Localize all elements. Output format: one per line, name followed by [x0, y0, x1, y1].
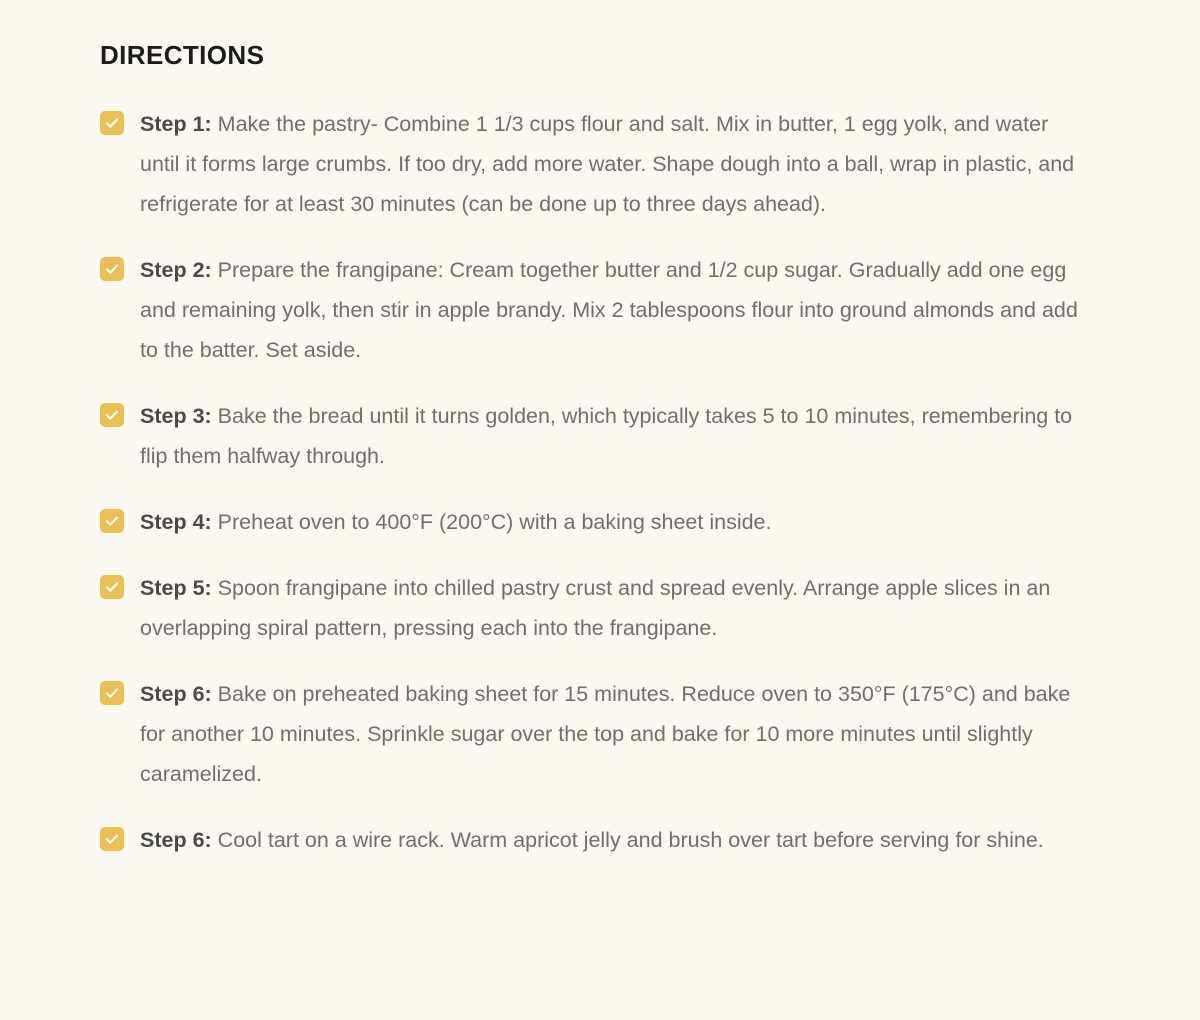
step-label: Step 4:: [140, 509, 212, 534]
directions-step-list: [100, 105, 1100, 861]
step-label: Step 2:: [140, 257, 212, 282]
list-item: [100, 503, 1100, 543]
step-description: Bake the bread until it turns golden, which typically takes 5 to 10 minutes, remembering to flip them halfway through.: [140, 403, 1073, 468]
check-icon: [105, 408, 119, 422]
step-checkbox[interactable]: [100, 403, 124, 427]
step-checkbox[interactable]: [100, 827, 124, 851]
step-checkbox[interactable]: [100, 509, 124, 533]
step-checkbox[interactable]: [100, 111, 124, 135]
step-label: Step 3:: [140, 403, 212, 428]
list-item: [100, 105, 1100, 225]
step-description: Bake on preheated baking sheet for 15 minutes. Reduce oven to 350°F (175°C) and bake for another 10 minutes. Sprinkle sugar over the top and bake for 10 more minutes until slightly caramelized.: [140, 681, 1071, 786]
step-text: [140, 821, 1044, 861]
step-text: [140, 503, 772, 543]
list-item: [100, 397, 1100, 477]
list-item: [100, 569, 1100, 649]
check-icon: [105, 262, 119, 276]
step-description: Preheat oven to 400°F (200°C) with a baking sheet inside.: [211, 509, 772, 534]
list-item: [100, 675, 1100, 795]
step-description: Cool tart on a wire rack. Warm apricot jelly and brush over tart before serving for shine.: [211, 827, 1044, 852]
step-text: [140, 675, 1090, 795]
step-text: [140, 569, 1090, 649]
step-description: Prepare the frangipane: Cream together butter and 1/2 cup sugar. Gradually add one egg and remaining yolk, then stir in apple brandy. Mix 2 tablespoons flour into ground almonds and add to the batter. Set aside.: [140, 257, 1078, 362]
step-text: [140, 397, 1090, 477]
check-icon: [105, 686, 119, 700]
step-description: Make the pastry- Combine 1 1/3 cups flour and salt. Mix in butter, 1 egg yolk, and water until it forms large crumbs. If too dry, add more water. Shape dough into a ball, wrap in plastic, and refrigerate for at least 30 minutes (can be done up to three days ahead).: [140, 112, 1075, 216]
check-icon: [105, 832, 119, 846]
check-icon: [105, 580, 119, 594]
list-item: [100, 251, 1100, 371]
check-icon: [105, 116, 119, 130]
step-text: [140, 251, 1090, 371]
step-label: Step 5:: [140, 575, 212, 600]
step-text: [140, 105, 1090, 225]
list-item: [100, 821, 1100, 861]
step-checkbox[interactable]: [100, 257, 124, 281]
check-icon: [105, 514, 119, 528]
step-label: Step 6:: [140, 681, 212, 706]
step-description: Spoon frangipane into chilled pastry crust and spread evenly. Arrange apple slices in an overlapping spiral pattern, pressing each into the frangipane.: [140, 575, 1051, 640]
step-checkbox[interactable]: [100, 575, 124, 599]
step-label: Step 6:: [140, 827, 212, 852]
step-checkbox[interactable]: [100, 681, 124, 705]
page-title: DIRECTIONS: [100, 40, 265, 70]
step-label: Step 1:: [140, 112, 212, 136]
